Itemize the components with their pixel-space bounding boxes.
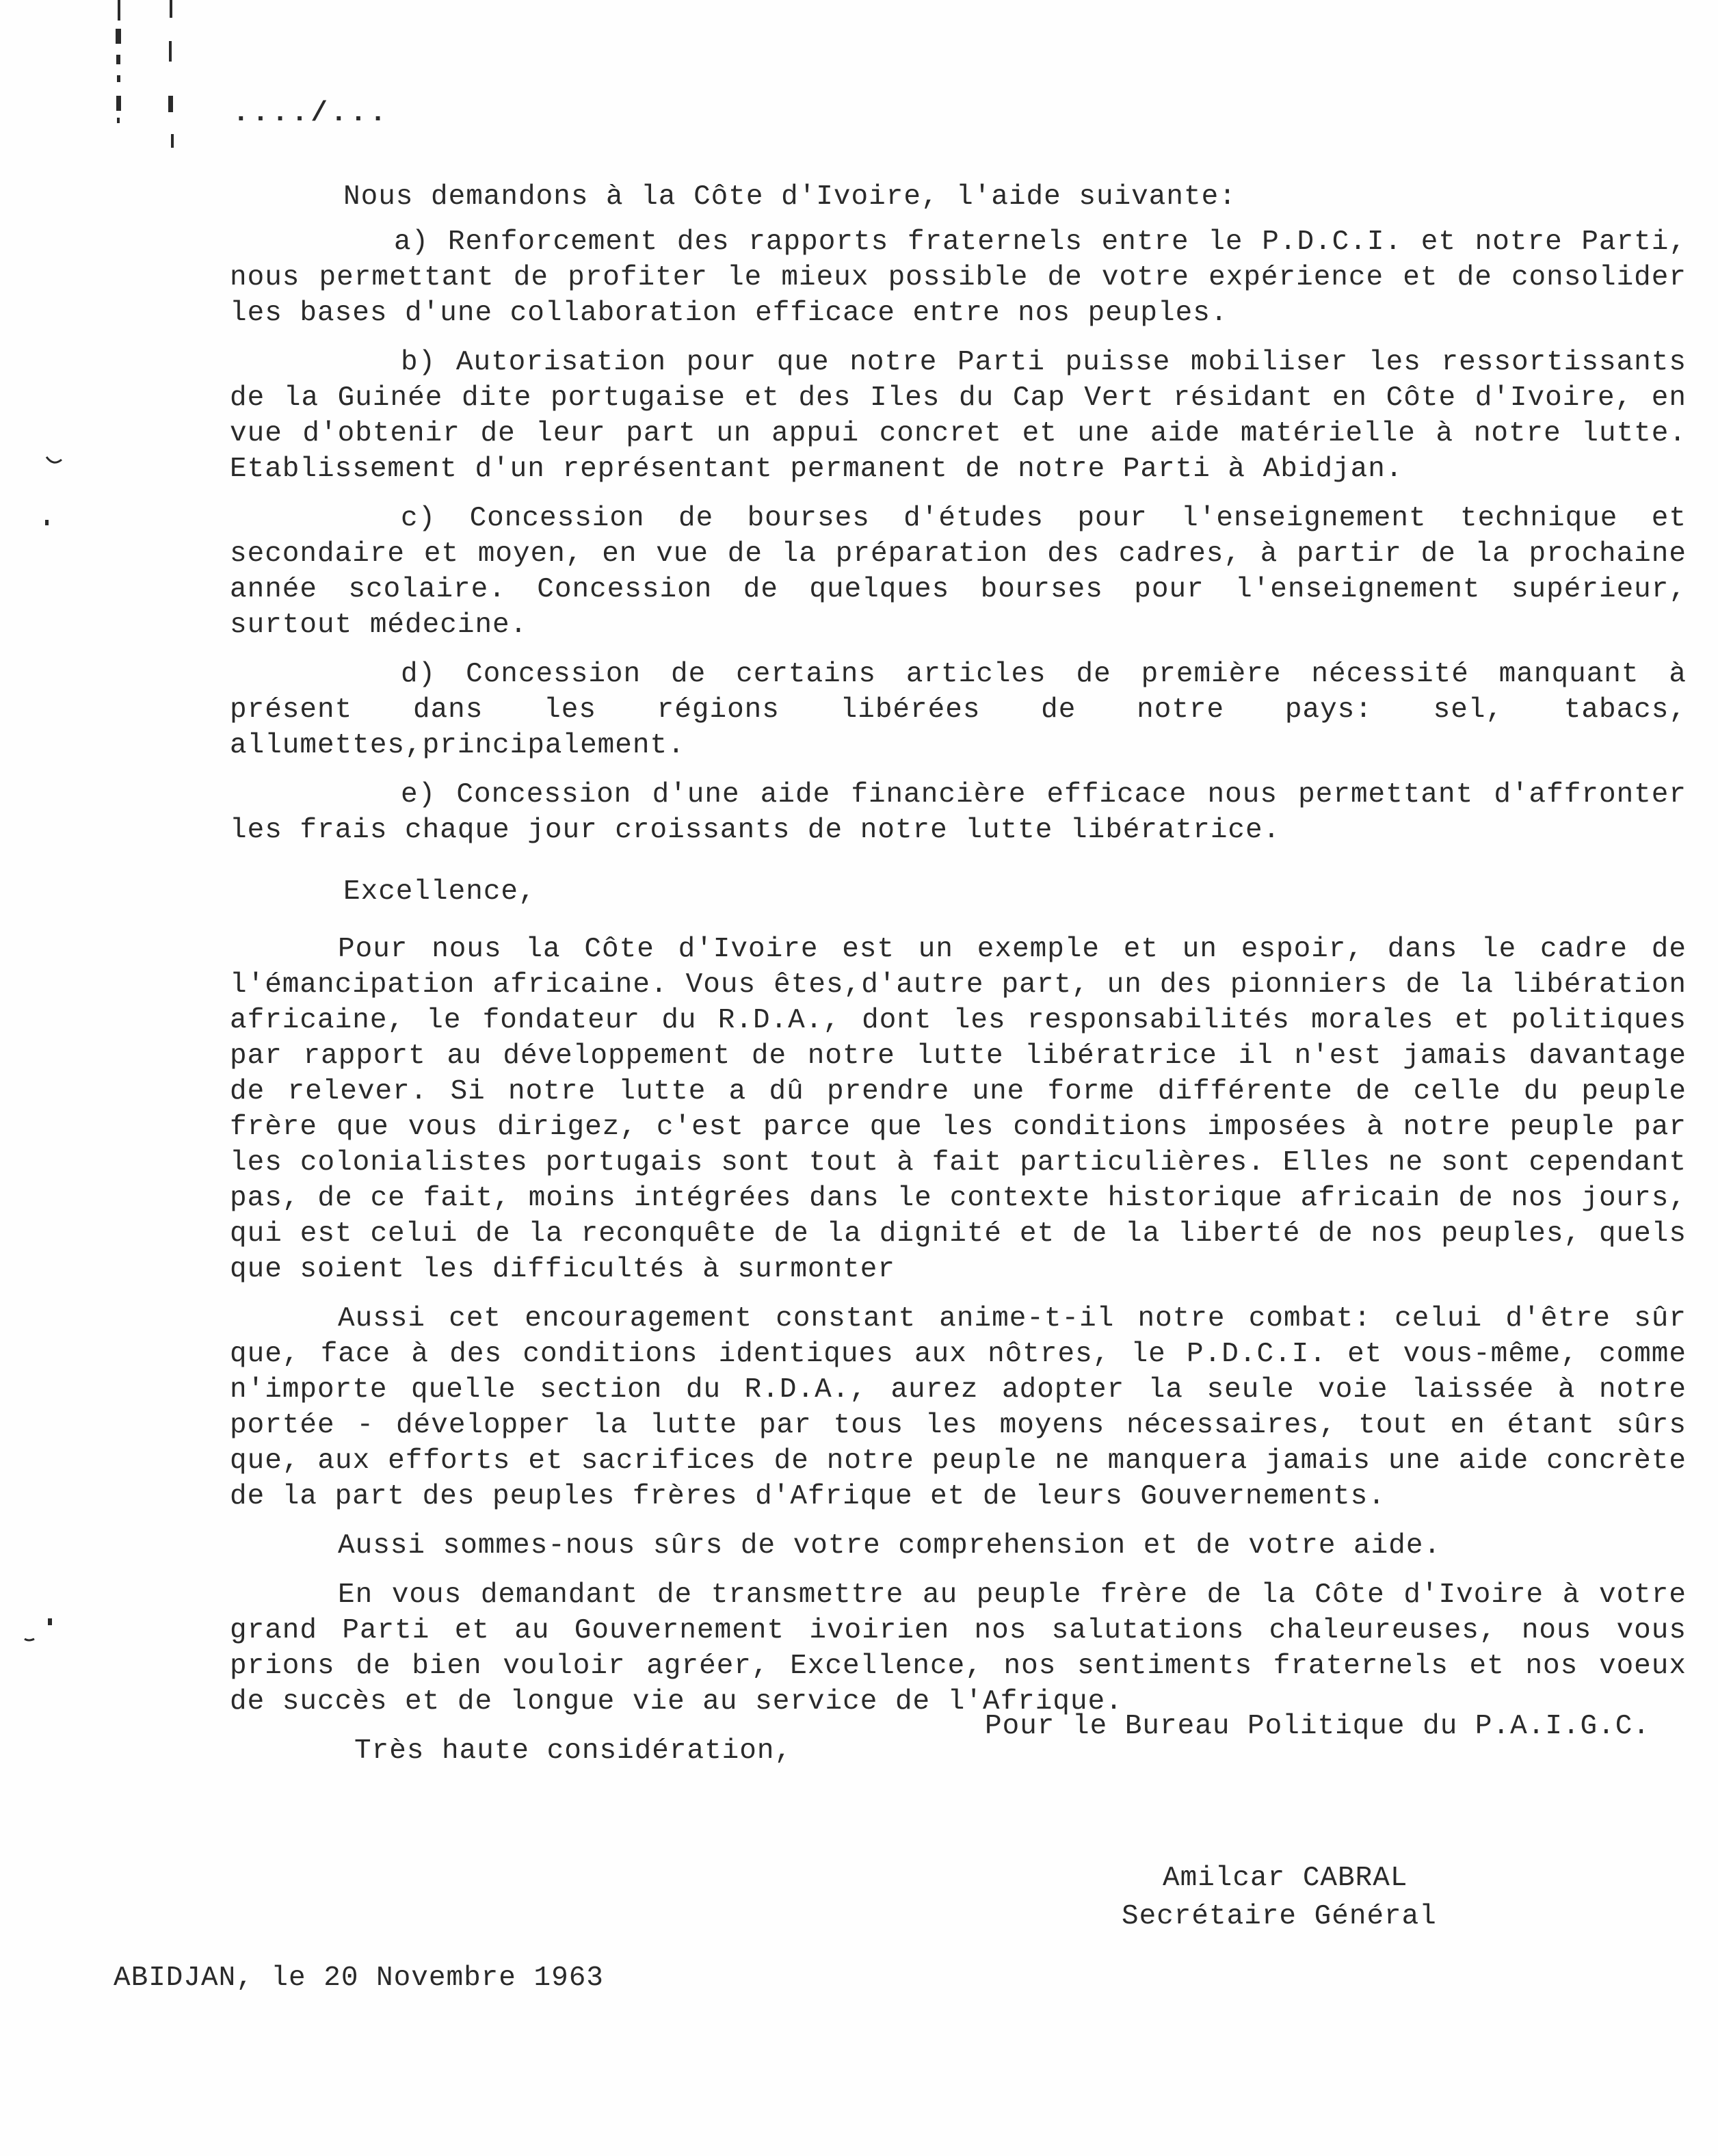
signatory-name: Amilcar CABRAL xyxy=(1163,1863,1408,1894)
request-item-e: e) Concession d'une aide financière efficace nous permettant d'affronter les frais chaque jour croissants de notre lutte libératrice. xyxy=(230,779,1687,846)
signature-block xyxy=(1122,1859,1437,1936)
letter-body xyxy=(230,179,1687,1769)
paragraph-comprehension: Aussi sommes-nous sûrs de votre comprehension et de votre aide. xyxy=(338,1530,1442,1562)
on-behalf-line: Pour le Bureau Politique du P.A.I.G.C. xyxy=(985,1711,1650,1742)
signatory-title: Secrétaire Général xyxy=(1122,1901,1437,1932)
paragraph-encouragement: Aussi cet encouragement constant anime-t-il notre combat: celui d'être sûr que, face à des conditions identiques aux nôtres, le P.D.C.I. et vous-même, comme n'importe quelle section du R.D.A., aurez adopter la seule voie laissée à notre portée - développer la lutte par tous les moyens nécessaires, tout en étant sûrs que, aux efforts et sacrifices de notre peuple ne manquera jamais une aide concrète de la part des peuples frères d'Afrique et de leurs Gouvernements. xyxy=(230,1303,1687,1512)
punch-hole-marks xyxy=(0,0,205,2156)
paragraph-greetings: En vous demandant de transmettre au peuple frère de la Côte d'Ivoire à votre grand Parti et au Gouvernement ivoirien nos salutations chaleureuses, nous vous prions de bien vouloir agréer, Excellence, nos sentiments fraternels et nos voeux de succès et de longue vie au service de l'Afrique. xyxy=(230,1579,1687,1718)
place-and-date: ABIDJAN, le 20 Novembre 1963 xyxy=(114,1962,604,1994)
request-intro: Nous demandons à la Côte d'Ivoire, l'aide suivante: xyxy=(343,181,1237,213)
request-item-c: c) Concession de bourses d'études pour l'enseignement technique et secondaire et moyen, en vue de la préparation des cadres, à partir de la prochaine année scolaire. Concession de quelques bourses pour l'enseignement supérieur, surtout médecine. xyxy=(230,503,1687,641)
request-item-b: b) Autorisation pour que notre Parti puisse mobiliser les ressortissants de la Guinée dite portugaise et des Iles du Cap Vert résidant en Côte d'Ivoire, en vue d'obtenir de leur part un appui concret et une aide matérielle à notre lutte. Etablissement d'un représentant permanent de notre Parti à Abidjan. xyxy=(230,347,1687,485)
salutation: Excellence, xyxy=(343,876,536,908)
request-item-d: d) Concession de certains articles de première nécessité manquant à présent dans les régions libérées de notre pays: sel, tabacs, allumettes,principalement. xyxy=(230,659,1687,761)
continuation-mark: ..../... xyxy=(233,98,389,129)
paragraph-example: Pour nous la Côte d'Ivoire est un exemple et un espoir, dans le cadre de l'émancipation africaine. Vous êtes,d'autre part, un des pionniers de la libération africaine, le fondateur du R.D.A., dont les responsabilités morales et politiques par rapport au développement de notre lutte libératrice il n'est jamais davantage de relever. Si notre lutte a dû prendre une forme différente de celle du peuple frère que vous dirigez, c'est parce que les conditions imposées à notre peuple par les colonialistes portugais sont tout à fait particulières. Elles ne sont cependant pas, de ce fait, moins intégrées dans le contexte historique africain de nos jours, qui est celui de la reconquête de la dignité et de la liberté de nos peuples, quels que soient les difficultés à surmonter xyxy=(230,934,1687,1285)
request-item-a: a) Renforcement des rapports fraternels entre le P.D.C.I. et notre Parti, nous permettant de profiter le mieux possible de votre expérience et de consolider les bases d'une collaboration efficace entre nos peuples. xyxy=(230,226,1687,329)
closing-line: Très haute considération, xyxy=(354,1735,793,1767)
